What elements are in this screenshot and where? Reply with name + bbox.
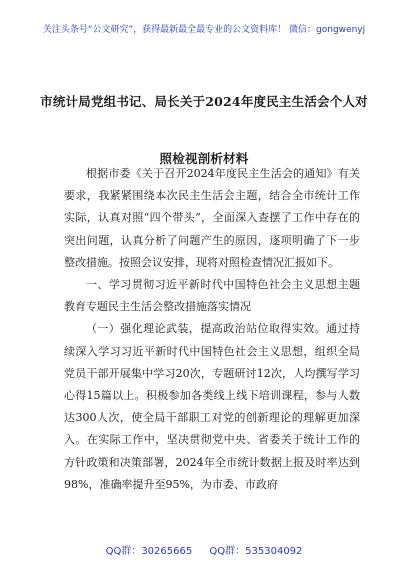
document-title-line-2: 照检视剖析材料 xyxy=(159,151,249,166)
subsection-paragraph-1: （一）强化理论武装，提高政治站位取得实效。通过持续深入学习习近平新时代中国特色社会主义思想，组织全局党员干部开展集中学习20次，专题研讨12次，人均撰写学习心得15篇以上。积极参加各类线上线下培训课程，参与人数达300人次，使全局干部职工对党的创新理论的理解更加深入。在实际工作中，坚决贯彻党中央、省委关于统计工作的方针政策和决策部署，2024年全市统计数据上报及时率达到98%，准确率提升至95%，为市委、市政府 xyxy=(64,322,360,491)
footer-qq-group-2: QQ群：535304092 xyxy=(209,546,303,557)
footer-qq-groups xyxy=(0,542,408,557)
header-promo-note: 关注头条号“公文研究”，获得最新最全最专业的公文资料库！ 微信：gongwenyj xyxy=(42,25,366,35)
intro-paragraph: 根据市委《关于召开2024年度民主生活会的通知》有关要求，我紧紧围绕本次民主生活会主题，结合全市统计工作实际，认真对照“四个带头”，全面深入查摆了工作中存在的突出问题，认真分析了问题产生的原因，逐项明确了下一步整改措施。按照会议安排，现将对照检查情况汇报如下。 xyxy=(64,167,360,269)
section-heading-1: 一、学习贯彻习近平新时代中国特色社会主义思想主题教育专题民主生活会整改措施落实情况 xyxy=(64,278,360,314)
document-body xyxy=(64,163,360,496)
document-title-line-1: 市统计局党组书记、局长关于2024年度民主生活会个人对 xyxy=(40,94,368,109)
footer-qq-group-1: QQ群：30265665 xyxy=(105,546,193,557)
